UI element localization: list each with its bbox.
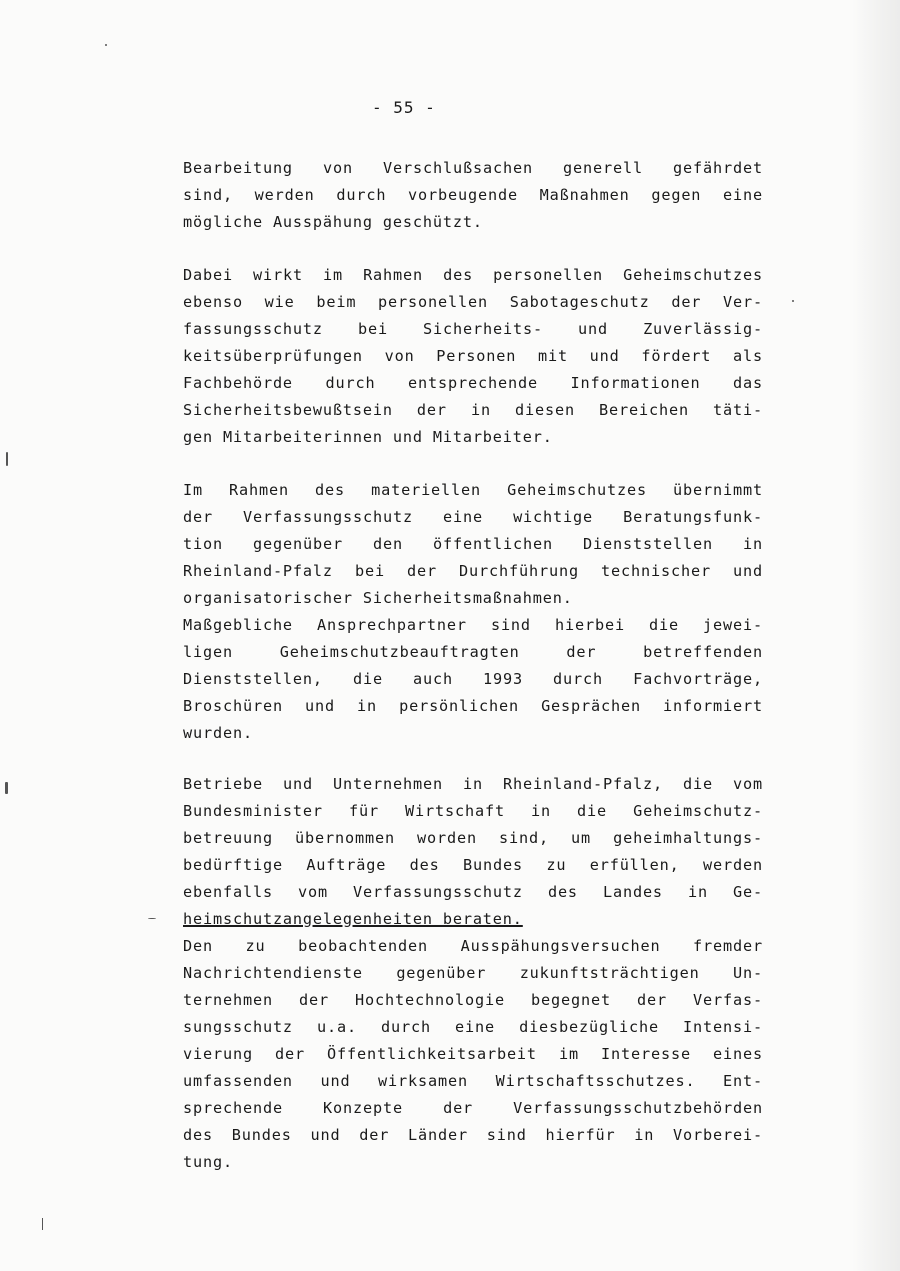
text-line: gen Mitarbeiterinnen und Mitarbeiter. xyxy=(183,428,553,446)
paragraph-3 xyxy=(183,477,763,747)
text-line: der Verfassungsschutz eine wichtige Beratungsfunk- xyxy=(183,508,763,526)
scan-speck xyxy=(792,300,794,302)
text-line: Bearbeitung von Verschlußsachen generell gefährdet xyxy=(183,159,763,177)
text-line: heimschutzangelegenheiten beraten. xyxy=(183,910,523,928)
scan-speck xyxy=(6,452,8,466)
text-line: Maßgebliche Ansprechpartner sind hierbei die jewei- xyxy=(183,616,763,634)
text-line: sprechende Konzepte der Verfassungsschutzbehörden xyxy=(183,1099,763,1117)
text-line: Betriebe und Unternehmen in Rheinland-Pfalz, die vom xyxy=(183,775,763,793)
page-number: - 55 - xyxy=(372,98,436,117)
scan-speck xyxy=(105,44,107,46)
scan-speck xyxy=(42,1218,43,1230)
text-line: ebenso wie beim personellen Sabotageschutz der Ver- xyxy=(183,293,763,311)
text-line: Dabei wirkt im Rahmen des personellen Geheimschutzes xyxy=(183,266,763,284)
scan-speck xyxy=(148,918,156,919)
text-line: Fachbehörde durch entsprechende Informationen das xyxy=(183,374,763,392)
page-edge-shadow xyxy=(852,0,900,1271)
text-line: des Bundes und der Länder sind hierfür in Vorberei- xyxy=(183,1126,763,1144)
scan-speck xyxy=(5,782,8,794)
paragraph-4 xyxy=(183,771,763,1176)
text-line: Bundesminister für Wirtschaft in die Geheimschutz- xyxy=(183,802,763,820)
text-line: bedürftige Aufträge des Bundes zu erfüllen, werden xyxy=(183,856,763,874)
text-line: Broschüren und in persönlichen Gesprächen informiert xyxy=(183,697,763,715)
text-line: tung. xyxy=(183,1153,233,1171)
text-line: sungsschutz u.a. durch eine diesbezügliche Intensi- xyxy=(183,1018,763,1036)
text-line: mögliche Ausspähung geschützt. xyxy=(183,213,483,231)
text-line: ligen Geheimschutzbeauftragten der betreffenden xyxy=(183,643,763,661)
text-line: ternehmen der Hochtechnologie begegnet der Verfas- xyxy=(183,991,763,1009)
text-line: Rheinland-Pfalz bei der Durchführung technischer und xyxy=(183,562,763,580)
text-line: Den zu beobachtenden Ausspähungsversuchen fremder xyxy=(183,937,763,955)
text-line: keitsüberprüfungen von Personen mit und fördert als xyxy=(183,347,763,365)
text-line: umfassenden und wirksamen Wirtschaftsschutzes. Ent- xyxy=(183,1072,763,1090)
text-line: vierung der Öffentlichkeitsarbeit im Interesse eines xyxy=(183,1045,763,1063)
text-line: betreuung übernommen worden sind, um geheimhaltungs- xyxy=(183,829,763,847)
text-line: ebenfalls vom Verfassungsschutz des Landes in Ge- xyxy=(183,883,763,901)
paragraph-1 xyxy=(183,155,763,236)
text-line: Im Rahmen des materiellen Geheimschutzes übernimmt xyxy=(183,481,763,499)
text-line: sind, werden durch vorbeugende Maßnahmen gegen eine xyxy=(183,186,763,204)
text-line: Sicherheitsbewußtsein der in diesen Bereichen täti- xyxy=(183,401,763,419)
text-line: tion gegenüber den öffentlichen Dienststellen in xyxy=(183,535,763,553)
text-line: organisatorischer Sicherheitsmaßnahmen. xyxy=(183,589,573,607)
text-line: wurden. xyxy=(183,724,253,742)
paragraph-2 xyxy=(183,262,763,451)
text-line: Dienststellen, die auch 1993 durch Fachvorträge, xyxy=(183,670,763,688)
text-line: Nachrichtendienste gegenüber zukunftsträchtigen Un- xyxy=(183,964,763,982)
text-line: fassungsschutz bei Sicherheits- und Zuverlässig- xyxy=(183,320,763,338)
